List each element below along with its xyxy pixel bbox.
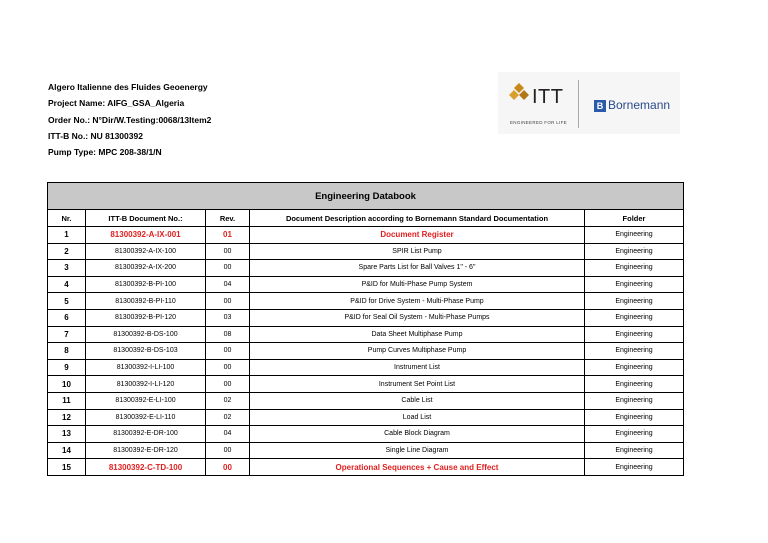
column-header-description: Document Description according to Bornemann Standard Documentation [250, 210, 585, 227]
document-description: Cable List [250, 392, 585, 409]
document-number: 81300392-I-LI-100 [86, 359, 206, 376]
table-row [48, 359, 684, 376]
table-row [48, 276, 684, 293]
row-number: 14 [48, 442, 86, 459]
row-number: 1 [48, 227, 86, 244]
column-header-doc-no: ITT-B Document No.: [86, 210, 206, 227]
project-name: Project Name: AIFG_GSA_Algeria [48, 98, 185, 109]
company-logo [498, 72, 680, 134]
table-row [48, 376, 684, 393]
row-number: 11 [48, 392, 86, 409]
document-number: 81300392-B-PI-120 [86, 309, 206, 326]
table-header-row [48, 210, 684, 227]
revision: 01 [206, 227, 250, 244]
document-description: P&ID for Drive System - Multi-Phase Pump [250, 293, 585, 310]
row-number: 6 [48, 309, 86, 326]
document-description: Single Line Diagram [250, 442, 585, 459]
folder: Engineering [585, 243, 684, 260]
row-number: 12 [48, 409, 86, 426]
folder: Engineering [585, 376, 684, 393]
itt-logo-icon [508, 82, 530, 104]
folder: Engineering [585, 343, 684, 360]
revision: 08 [206, 326, 250, 343]
row-number: 3 [48, 260, 86, 277]
document-number: 81300392-B-DS-103 [86, 343, 206, 360]
table-row [48, 227, 684, 244]
document-description: Spare Parts List for Ball Valves 1" - 6" [250, 260, 585, 277]
document-description: P&ID for Multi-Phase Pump System [250, 276, 585, 293]
revision: 00 [206, 442, 250, 459]
document-description: Cable Block Diagram [250, 426, 585, 443]
folder: Engineering [585, 442, 684, 459]
table-title: Engineering Databook [48, 183, 684, 210]
document-description: Operational Sequences + Cause and Effect [250, 459, 585, 476]
document-number: 81300392-E-DR-100 [86, 426, 206, 443]
table-row [48, 343, 684, 360]
revision: 00 [206, 359, 250, 376]
revision: 00 [206, 459, 250, 476]
document-description: Pump Curves Multiphase Pump [250, 343, 585, 360]
document-description: Document Register [250, 227, 585, 244]
folder: Engineering [585, 359, 684, 376]
table-row [48, 243, 684, 260]
document-number: 81300392-A-IX-200 [86, 260, 206, 277]
order-number: Order No.: N°Dir/W.Testing:0068/13Item2 [48, 114, 212, 125]
folder: Engineering [585, 276, 684, 293]
row-number: 8 [48, 343, 86, 360]
table-row [48, 309, 684, 326]
revision: 00 [206, 293, 250, 310]
document-number: 81300392-E-LI-110 [86, 409, 206, 426]
document-number: 81300392-E-DR-120 [86, 442, 206, 459]
itt-wordmark: ITT [532, 86, 564, 108]
document-number: 81300392-A-IX-001 [86, 227, 206, 244]
pump-type: Pump Type: MPC 208-38/1/N [48, 147, 162, 158]
row-number: 9 [48, 359, 86, 376]
engineering-databook-table [47, 182, 684, 476]
folder: Engineering [585, 260, 684, 277]
row-number: 13 [48, 426, 86, 443]
table-row [48, 426, 684, 443]
document-number: 81300392-B-DS-100 [86, 326, 206, 343]
document-number: 81300392-I-LI-120 [86, 376, 206, 393]
bornemann-logo-icon: B [594, 100, 606, 112]
folder: Engineering [585, 392, 684, 409]
column-header-folder: Folder [585, 210, 684, 227]
row-number: 15 [48, 459, 86, 476]
table-row [48, 326, 684, 343]
table-row [48, 293, 684, 310]
document-description: P&ID for Seal Oil System - Multi-Phase Pumps [250, 309, 585, 326]
table-row [48, 392, 684, 409]
folder: Engineering [585, 227, 684, 244]
itt-tagline: ENGINEERED FOR LIFE [510, 120, 567, 125]
revision: 00 [206, 243, 250, 260]
row-number: 4 [48, 276, 86, 293]
document-description: Instrument Set Point List [250, 376, 585, 393]
revision: 03 [206, 309, 250, 326]
revision: 02 [206, 392, 250, 409]
folder: Engineering [585, 409, 684, 426]
table-row [48, 442, 684, 459]
table-row [48, 459, 684, 476]
revision: 00 [206, 376, 250, 393]
document-number: 81300392-A-IX-100 [86, 243, 206, 260]
folder: Engineering [585, 426, 684, 443]
company-name: Algero Italienne des Fluides Geoenergy [48, 82, 208, 92]
document-number: 81300392-C-TD-100 [86, 459, 206, 476]
folder: Engineering [585, 293, 684, 310]
document-description: Load List [250, 409, 585, 426]
revision: 02 [206, 409, 250, 426]
folder: Engineering [585, 326, 684, 343]
row-number: 7 [48, 326, 86, 343]
column-header-nr: Nr. [48, 210, 86, 227]
ittb-number: ITT-B No.: NU 81300392 [48, 130, 143, 141]
revision: 04 [206, 426, 250, 443]
bornemann-wordmark: Bornemann [608, 98, 671, 112]
table-row [48, 260, 684, 277]
document-description: SPIR List Pump [250, 243, 585, 260]
document-number: 81300392-B-PI-110 [86, 293, 206, 310]
project-info-block [48, 79, 211, 160]
row-number: 5 [48, 293, 86, 310]
row-number: 2 [48, 243, 86, 260]
revision: 00 [206, 260, 250, 277]
folder: Engineering [585, 459, 684, 476]
revision: 04 [206, 276, 250, 293]
document-number: 81300392-E-LI-100 [86, 392, 206, 409]
folder: Engineering [585, 309, 684, 326]
document-number: 81300392-B-PI-100 [86, 276, 206, 293]
row-number: 10 [48, 376, 86, 393]
table-row [48, 409, 684, 426]
document-description: Instrument List [250, 359, 585, 376]
logo-divider [578, 80, 579, 128]
column-header-rev: Rev. [206, 210, 250, 227]
revision: 00 [206, 343, 250, 360]
document-description: Data Sheet Multiphase Pump [250, 326, 585, 343]
